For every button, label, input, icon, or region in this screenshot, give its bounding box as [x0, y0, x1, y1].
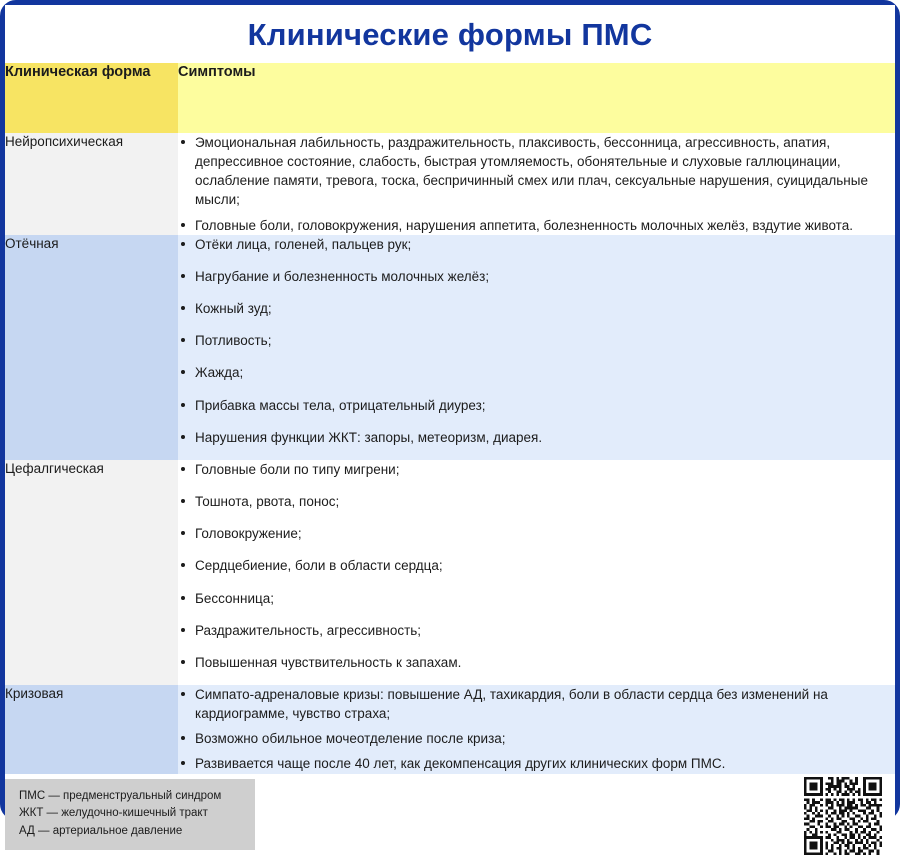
- qr-code-icon[interactable]: [804, 777, 882, 855]
- table-row: [5, 133, 895, 235]
- legend-line: ЖКТ — желудочно-кишечный тракт: [19, 807, 208, 820]
- cell-clinical-form: Отёчная: [5, 235, 178, 460]
- list-item: Отёки лица, голеней, пальцев рук;: [178, 235, 895, 254]
- table-row: [5, 685, 895, 774]
- list-item: Симпато-адреналовые кризы: повышение АД, тахикардия, боли в области сердца без изменений на кардиограмме, чувство страха;: [178, 685, 895, 723]
- list-item: Потливость;: [178, 331, 895, 350]
- list-item: Тошнота, рвота, понос;: [178, 492, 895, 511]
- table-header-row: [5, 63, 895, 133]
- clinical-forms-table: [5, 63, 895, 774]
- list-item: Возможно обильное мочеотделение после криза;: [178, 729, 895, 748]
- footer: [5, 774, 895, 859]
- list-item: Прибавка массы тела, отрицательный диурез;: [178, 396, 895, 415]
- symptom-list: [178, 460, 895, 672]
- symptom-list: [178, 133, 895, 235]
- column-header-clinical-form: Клиническая форма: [5, 63, 178, 133]
- cell-symptoms: [178, 685, 895, 774]
- table-body: [5, 133, 895, 774]
- list-item: Головные боли по типу мигрени;: [178, 460, 895, 479]
- column-header-symptoms: Симптомы: [178, 63, 895, 133]
- title-bar: [5, 5, 895, 63]
- legend-line: ПМС — предменструальный синдром: [19, 789, 222, 802]
- legend-line: АД — артериальное давление: [19, 825, 183, 838]
- list-item: Сердцебиение, боли в области сердца;: [178, 556, 895, 575]
- page-title: Клинические формы ПМС: [247, 16, 653, 52]
- cell-symptoms: [178, 133, 895, 235]
- list-item: Повышенная чувствительность к запахам.: [178, 653, 895, 672]
- list-item: Раздражительность, агрессивность;: [178, 621, 895, 640]
- cell-clinical-form: Нейропсихическая: [5, 133, 178, 235]
- list-item: Кожный зуд;: [178, 299, 895, 318]
- list-item: Головные боли, головокружения, нарушения аппетита, болезненность молочных желёз, вздутие живота.: [178, 216, 895, 235]
- cell-clinical-form: Цефалгическая: [5, 460, 178, 685]
- list-item: Эмоциональная лабильность, раздражительность, плаксивость, бессонница, агрессивность, апатия, депрессивное состояние, слабость, быстрая утомляемость, обонятельные и слуховые галлюцинации, ослабление памяти, тревога, тоска, беспричинный смех или плач, сексуальные нарушения, суицидальные мысли;: [178, 133, 895, 210]
- cell-symptoms: [178, 235, 895, 460]
- table-row: [5, 460, 895, 685]
- table-row: [5, 235, 895, 460]
- list-item: Нарушения функции ЖКТ: запоры, метеоризм, диарея.: [178, 428, 895, 447]
- list-item: Бессонница;: [178, 589, 895, 608]
- symptom-list: [178, 235, 895, 447]
- list-item: Развивается чаще после 40 лет, как декомпенсация других клинических форм ПМС.: [178, 754, 895, 773]
- abbreviation-legend: [5, 779, 255, 850]
- symptom-list: [178, 685, 895, 774]
- cell-clinical-form: Кризовая: [5, 685, 178, 774]
- cell-symptoms: [178, 460, 895, 685]
- list-item: Нагрубание и болезненность молочных желёз;: [178, 267, 895, 286]
- list-item: Головокружение;: [178, 524, 895, 543]
- list-item: Жажда;: [178, 363, 895, 382]
